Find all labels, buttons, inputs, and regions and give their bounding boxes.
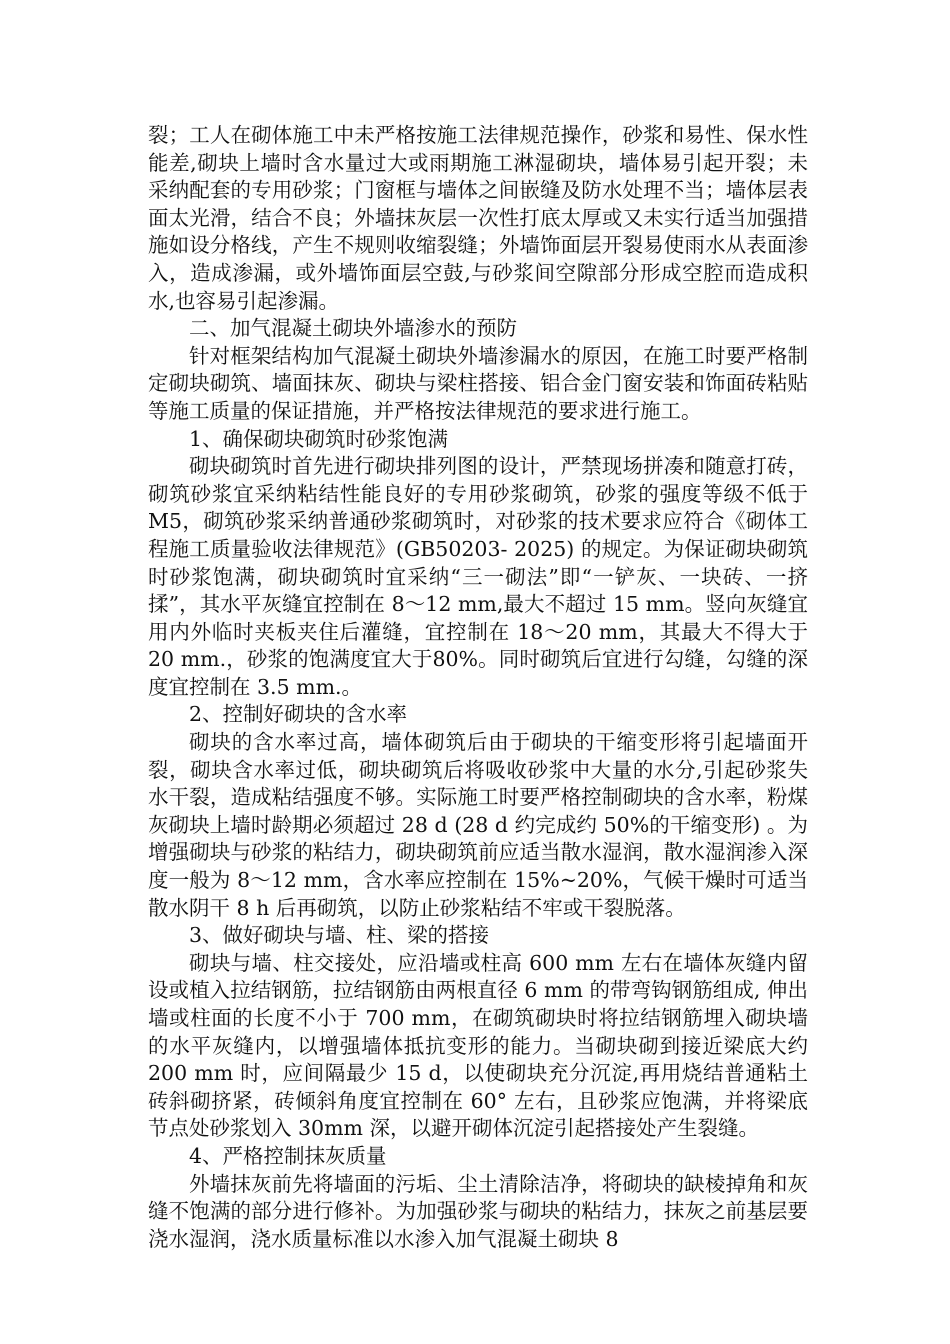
subheading-wall-column-beam: 3、做好砌块与墙、柱、梁的搭接	[189, 923, 490, 948]
paragraph-prevention-intro: 针对框架结构加气混凝土砌块外墙渗漏水的原因，在施工时要严格制定砌块砌筑、墙面抹灰、砌块与梁柱搭接、铝合金门窗安装和饰面砖粘贴等施工质量的保证措施，并严格按法律规范的要求进行施工。	[148, 343, 808, 423]
subheading-plaster-quality: 4、严格控制抹灰质量	[189, 1143, 387, 1168]
subheading-mortar-full: 1、确保砌块砌筑时砂浆饱满	[189, 426, 449, 451]
paragraph-mortar-full: 砌块砌筑时首先进行砌块排列图的设计，严禁现场拼凑和随意打砖，砌筑砂浆宜采纳粘结性能良好的专用砂浆砌筑，砂浆的强度等级不低于M5，砌筑砂浆采纳普通砂浆砌筑时，对砂浆的技术要求应符合《砌体工程施工质量验收法律规范》(GB50203- 2025) 的规定。为保证砌块砌筑时砂浆饱满，砌块砌筑时宜采纳“三一砌法”即“一铲灰、一块砖、一挤揉”，其水平灰缝宜控制在 8～12 mm,最大不超过 15 mm。竖向灰缝宜用内外临时夹板夹住后灌缝，宜控制在 18～20 mm，其最大不得大于 20 mm.，砂浆的饱满度宜大于80%。同时砌筑后宜进行勾缝，勾缝的深度宜控制在 3.5 mm.。	[148, 454, 808, 699]
paragraph-causes: 裂；工人在砌体施工中未严格按施工法律规范操作，砂浆和易性、保水性能差,砌块上墙时含水量过大或雨期施工淋湿砌块，墙体易引起开裂；未采纳配套的专用砂浆；门窗框与墙体之间嵌缝及防水处理不当；墙体层表面太光滑，结合不良；外墙抹灰层一次性打底太厚或又未实行适当加强措施如设分格线，产生不规则收缩裂缝；外墙饰面层开裂易使雨水从表面渗入，造成渗漏，或外墙饰面层空鼓,与砂浆间空隙部分形成空腔而造成积水,也容易引起渗漏。	[148, 123, 808, 313]
paragraph-wall-column-beam: 砌块与墙、柱交接处，应沿墙或柱高 600 mm 左右在墙体灰缝内留设或植入拉结钢筋，拉结钢筋由两根直径 6 mm 的带弯钩钢筋组成, 伸出墙或柱面的长度不小于 700 mm，在砌筑砌块时将拉结钢筋埋入砌块墙的水平灰缝内，以增强墙体抵抗变形的能力。当砌块砌到接近梁底大约 200 mm 时，应间隔最少 15 d，以使砌块充分沉淀,再用烧结普通粘土砖斜砌挤紧，砖倾斜角度宜控制在 60° 左右，且砂浆应饱满，并将梁底节点处砂浆划入 30mm 深，以避开砌体沉淀引起搭接处产生裂缝。	[148, 950, 808, 1141]
paragraph-moisture-content: 砌块的含水率过高，墙体砌筑后由于砌块的干缩变形将引起墙面开裂，砌块含水率过低，砌块砌筑后将吸收砂浆中大量的水分,引起砂浆失水干裂，造成粘结强度不够。实际施工时要严格控制砌块的含水率，粉煤灰砌块上墙时龄期必须超过 28 d (28 d 约完成约 50%的干缩变形) 。为增强砌块与砂浆的粘结力，砌块砌筑前应适当散水湿润，散水湿润渗入深度一般为 8～12 mm，含水率应控制在 15%~20%，气候干燥时可适当散水阴干 8 h 后再砌筑，以防止砂浆粘结不牢或干裂脱落。	[148, 730, 808, 920]
document-body	[148, 122, 808, 1253]
paragraph-plaster-quality: 外墙抹灰前先将墙面的污垢、尘土清除洁净，将砌块的缺棱掉角和灰缝不饱满的部分进行修补。为加强砂浆与砌块的粘结力，抹灰之前基层要浇水湿润，浇水质量标准以水渗入加气混凝土砌块 8	[148, 1171, 808, 1251]
section-heading-prevention: 二、加气混凝土砌块外墙渗水的预防	[189, 316, 517, 341]
subheading-moisture-content: 2、控制好砌块的含水率	[189, 702, 408, 727]
